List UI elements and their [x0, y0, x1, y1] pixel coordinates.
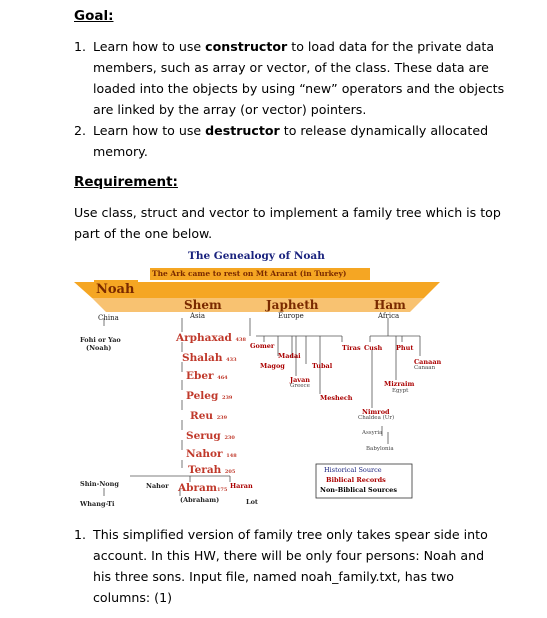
- shem-descendant: Serug 230: [186, 430, 235, 442]
- europe-label: Europe: [278, 312, 304, 320]
- africa-label: Africa: [378, 312, 400, 320]
- shem-descendant: Peleg 239: [186, 390, 233, 402]
- ham-son-label: Mizraim: [384, 380, 415, 388]
- nahor2-label: Nahor: [146, 482, 169, 490]
- shem-descendant: Shalah 433: [182, 352, 237, 364]
- babylonia-label: Babylonia: [366, 446, 394, 452]
- legend-historical: Historical Source: [324, 466, 382, 474]
- fohi-sub-label: (Noah): [86, 344, 112, 352]
- japheth-son-label: Gomer: [250, 342, 275, 350]
- nimrod-label: Nimrod: [362, 408, 390, 416]
- haran-label: Haran: [230, 482, 253, 490]
- goal-item-2-text: Learn how to use destructor to release dynamically allocated memory.: [93, 123, 489, 159]
- ham-son-label: Canaan: [414, 358, 442, 366]
- noah-label: Noah: [96, 282, 135, 297]
- goal-heading: Goal:: [74, 8, 114, 24]
- requirement-heading: Requirement:: [74, 174, 178, 190]
- lot-label: Lot: [246, 498, 258, 506]
- goal-item-1-text: Learn how to use constructor to load data for the private data members, such as array or vector, of the class. These data are loaded into the objects by using “new” operators and the objects are linked by the array (or vector) pointers.: [93, 39, 505, 117]
- china-label: China: [98, 314, 119, 322]
- footer-item-1: [74, 524, 504, 605]
- nimrod-sub-label: Chaldea (Ur): [358, 415, 395, 421]
- asia-label: Asia: [190, 312, 206, 320]
- abraham-label: (Abraham): [180, 496, 220, 504]
- shem-descendant: Arphaxad 438: [176, 332, 246, 344]
- japheth-son-label: Tiras: [342, 344, 361, 352]
- javan-sub-label: Greece: [290, 383, 310, 389]
- goal-item-2-number: 2.: [74, 123, 87, 138]
- japheth-son-label: Madai: [278, 352, 301, 360]
- ham-son-label: Phut: [396, 344, 414, 352]
- japheth-son-label: Tubal: [312, 362, 333, 370]
- japheth-son-label: Meshech: [320, 394, 353, 402]
- tree-title: The Genealogy of Noah: [188, 250, 325, 262]
- japheth-son-label: Magog: [260, 362, 285, 370]
- shem-descendant: Nahor 148: [186, 448, 237, 460]
- shem-descendant: Eber 464: [186, 370, 228, 382]
- mizraim-sub-label: Egypt: [392, 388, 409, 394]
- legend-non-biblical: Non-Biblical Sources: [320, 486, 397, 494]
- whang-ti-label: Whang-Ti: [80, 500, 115, 508]
- japheth-label: Japheth: [266, 298, 319, 312]
- japheth-son-label: Javan: [290, 376, 311, 384]
- footer-item-number: 1.: [74, 527, 87, 542]
- legend-biblical: Biblical Records: [326, 476, 386, 484]
- shin-nong-label: Shin-Nong: [80, 480, 119, 488]
- shem-label: Shem: [184, 298, 222, 312]
- goal-item-1-number: 1.: [74, 39, 87, 54]
- goal-item-2: [74, 120, 504, 162]
- ham-son-label: Cush: [364, 344, 383, 352]
- fohi-label: Fohi or Yao: [80, 336, 121, 344]
- tree-subtitle: The Ark came to rest on Mt Ararat (in Turkey): [152, 269, 347, 278]
- assyria-label: Assyria: [362, 430, 383, 436]
- shem-descendant: Terah 205: [188, 464, 236, 476]
- requirement-text: Use class, struct and vector to implement a family tree which is top part of the one below.: [74, 205, 501, 241]
- ham-label: Ham: [374, 298, 406, 312]
- family-tree-figure: [70, 246, 440, 518]
- canaan-sub-label: Canaan: [414, 365, 436, 371]
- shem-descendant: Reu 239: [190, 410, 228, 422]
- footer-item-text: This simplified version of family tree only takes spear side into account. In this HW, there will be only four persons: Noah and his three sons. Input file, named noah_family.txt, has two columns: (1): [93, 527, 488, 605]
- goal-item-1: [74, 36, 504, 120]
- abram-label: Abram175: [178, 482, 228, 494]
